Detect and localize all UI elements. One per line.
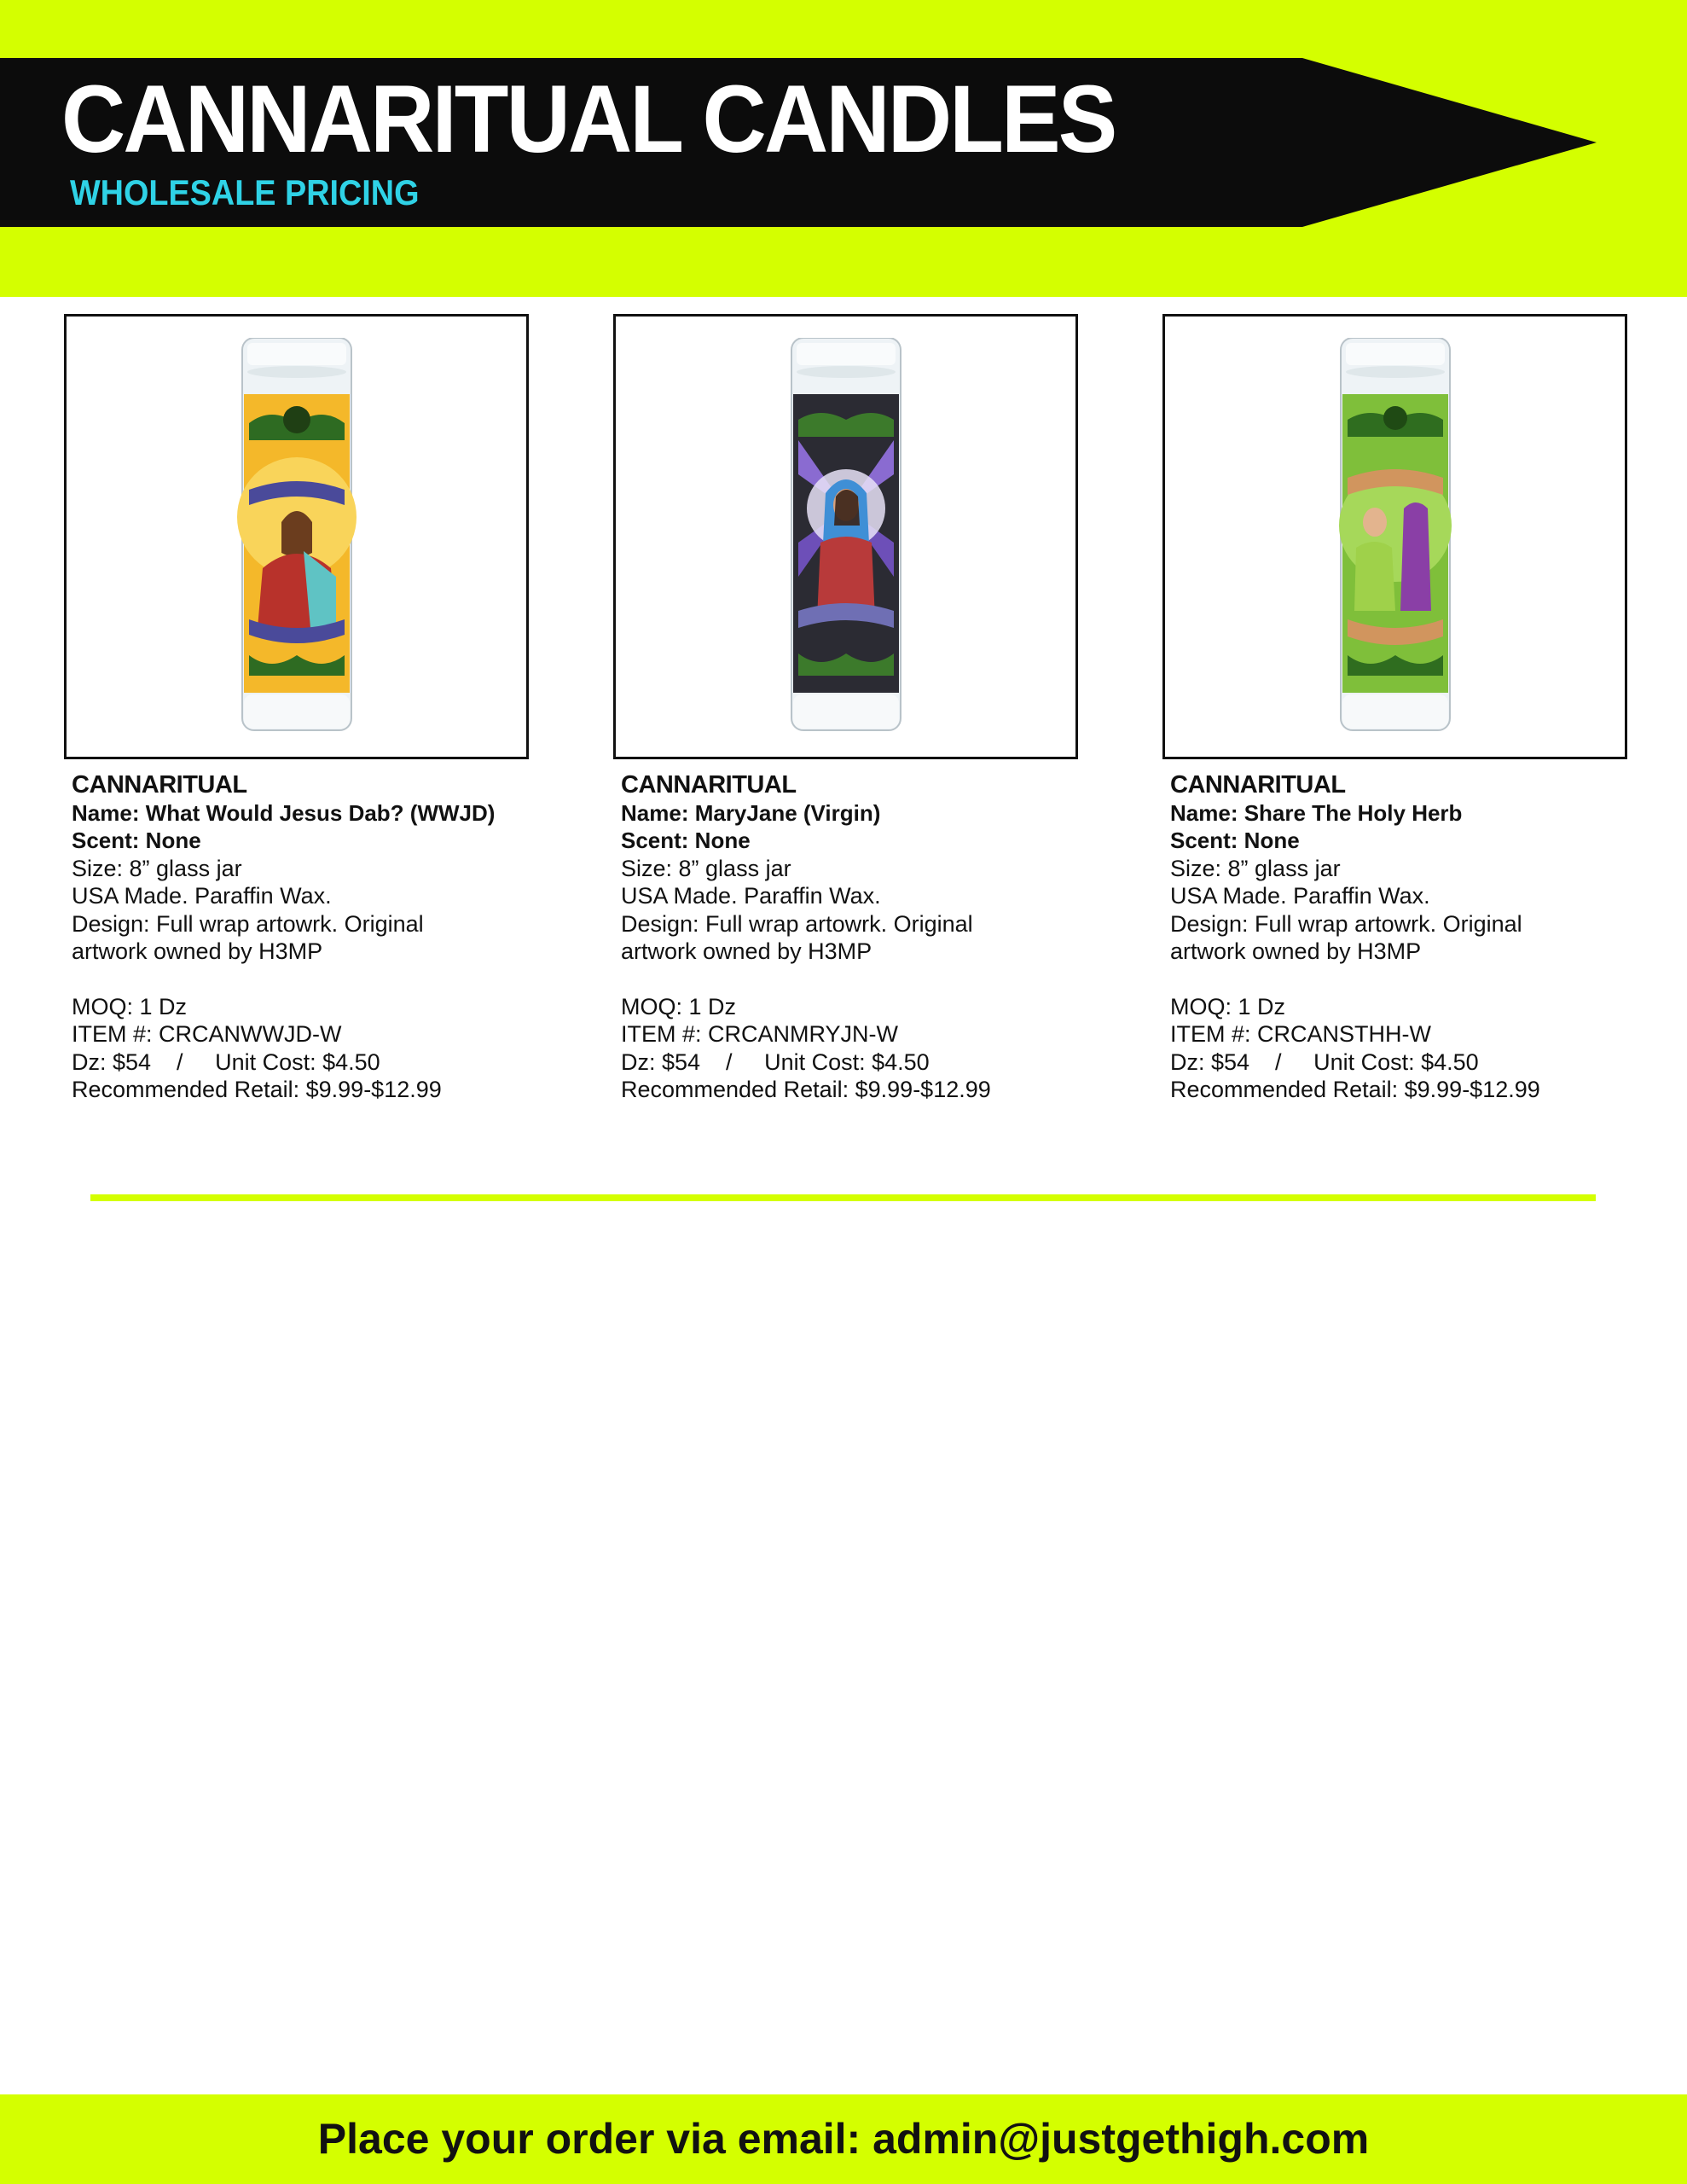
- product-details: [64, 771, 529, 1104]
- product-details: [613, 771, 1078, 1104]
- product-price: Dz: $54 / Unit Cost: $4.50: [1170, 1048, 1479, 1075]
- candle-holy-herb-image: [1336, 338, 1455, 732]
- product-retail: Recommended Retail: $9.99-$12.99: [621, 1077, 991, 1102]
- order-email-text[interactable]: Place your order via email: admin@justgethigh.com: [317, 2115, 1370, 2163]
- product-moq: MOQ: 1 Dz: [72, 993, 188, 1019]
- product-card-holy-herb: [1162, 314, 1627, 1104]
- product-made: USA Made. Paraffin Wax.: [621, 883, 881, 909]
- page-title: CANNARITUAL CANDLES: [61, 66, 1116, 172]
- product-size: Size: 8” glass jar: [1170, 855, 1341, 881]
- product-design-line-1: Design: Full wrap artowrk. Original: [72, 910, 424, 937]
- product-image-frame: [64, 314, 529, 759]
- product-brand: CANNARITUAL: [621, 771, 797, 799]
- product-retail: Recommended Retail: $9.99-$12.99: [1170, 1077, 1540, 1102]
- product-price: Dz: $54 / Unit Cost: $4.50: [72, 1048, 380, 1075]
- section-divider: [90, 1194, 1596, 1201]
- product-size: Size: 8” glass jar: [621, 855, 791, 881]
- product-price: Dz: $54 / Unit Cost: $4.50: [621, 1048, 930, 1075]
- product-retail: Recommended Retail: $9.99-$12.99: [72, 1077, 442, 1102]
- product-brand: CANNARITUAL: [1170, 771, 1346, 799]
- product-details: [1162, 771, 1627, 1104]
- product-image-frame: [1162, 314, 1627, 759]
- product-design-line-1: Design: Full wrap artowrk. Original: [621, 910, 973, 937]
- candle-jesus-dab-image: [237, 338, 357, 732]
- product-moq: MOQ: 1 Dz: [1170, 993, 1286, 1019]
- product-scent: Scent: None: [1170, 828, 1300, 853]
- product-design-line-2: artwork owned by H3MP: [1170, 938, 1422, 964]
- product-size: Size: 8” glass jar: [72, 855, 242, 881]
- product-item-number: ITEM #: CRCANSTHH-W: [1170, 1021, 1431, 1047]
- product-card-wwjd: [64, 314, 529, 1104]
- product-scent: Scent: None: [72, 828, 201, 853]
- product-design-line-1: Design: Full wrap artowrk. Original: [1170, 910, 1522, 937]
- product-image-frame: [613, 314, 1078, 759]
- page-subtitle: WHOLESALE PRICING: [70, 172, 420, 212]
- product-design-line-2: artwork owned by H3MP: [621, 938, 872, 964]
- product-card-maryjane: [613, 314, 1078, 1104]
- product-item-number: ITEM #: CRCANWWJD-W: [72, 1021, 342, 1047]
- product-moq: MOQ: 1 Dz: [621, 993, 737, 1019]
- product-brand: CANNARITUAL: [72, 771, 247, 799]
- product-name: Name: MaryJane (Virgin): [621, 799, 881, 826]
- product-design-line-2: artwork owned by H3MP: [72, 938, 323, 964]
- product-made: USA Made. Paraffin Wax.: [1170, 883, 1430, 909]
- product-name: Name: What Would Jesus Dab? (WWJD): [72, 799, 496, 826]
- product-scent: Scent: None: [621, 828, 751, 853]
- candle-maryjane-image: [786, 338, 906, 732]
- product-item-number: ITEM #: CRCANMRYJN-W: [621, 1021, 899, 1047]
- footer-band: [0, 2094, 1687, 2184]
- product-made: USA Made. Paraffin Wax.: [72, 883, 332, 909]
- product-name: Name: Share The Holy Herb: [1170, 799, 1463, 826]
